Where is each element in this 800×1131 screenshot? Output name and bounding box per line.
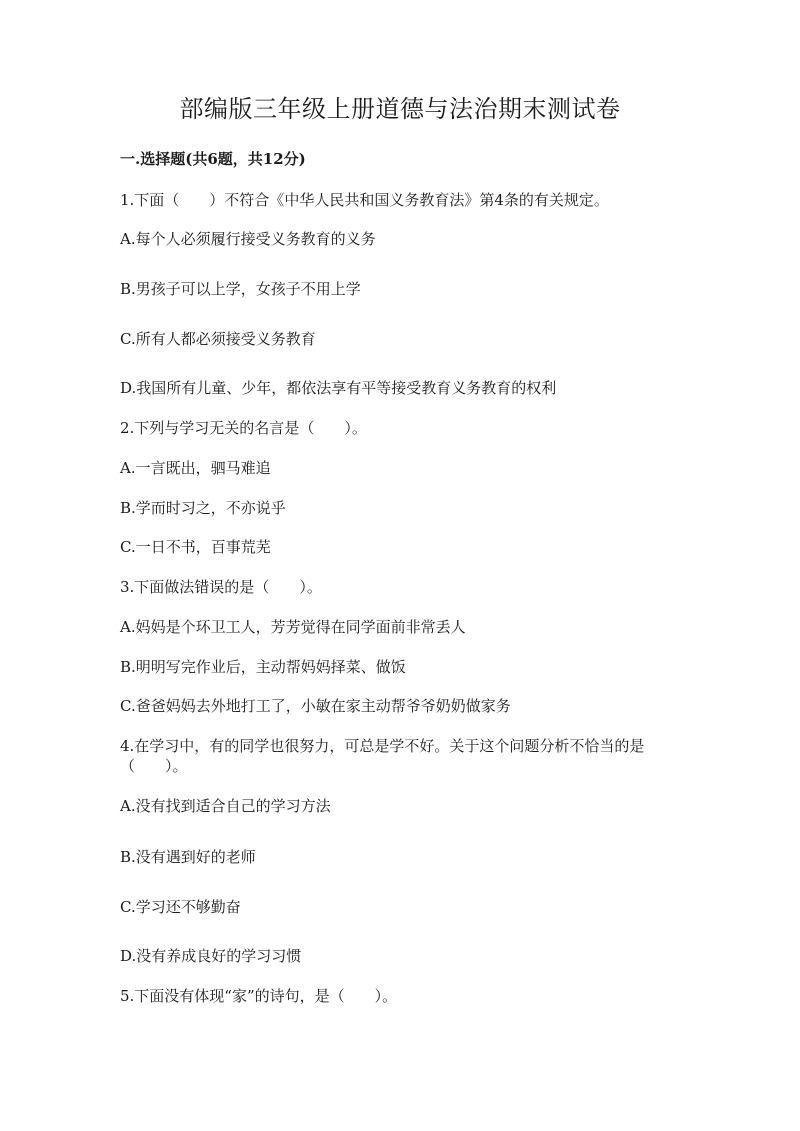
document-title: 部编版三年级上册道德与法治期末测试卷 xyxy=(179,95,621,123)
question-2-option-a: A.一言既出，驷马难追 xyxy=(120,459,271,477)
question-3-option-c: C.爸爸妈妈去外地打工了，小敏在家主动帮爷爷奶奶做家务 xyxy=(120,697,511,715)
question-1-option-c: C.所有人都必须接受义务教育 xyxy=(120,330,316,348)
question-4-stem: 4.在学习中，有的同学也很努力，可总是学不好。关于这个问题分析不恰当的是（ ）。 xyxy=(120,737,645,775)
question-2-stem: 2.下列与学习无关的名言是（ ）。 xyxy=(120,419,367,437)
question-1-option-d: D.我国所有儿童、少年，都依法享有平等接受教育义务教育的权利 xyxy=(120,379,557,397)
question-1-option-b: B.男孩子可以上学，女孩子不用上学 xyxy=(120,280,361,298)
question-2-option-b: B.学而时习之，不亦说乎 xyxy=(120,499,286,517)
question-3-option-a: A.妈妈是个环卫工人，芳芳觉得在同学面前非常丢人 xyxy=(120,618,466,636)
question-2-option-c: C.一日不书，百事荒芜 xyxy=(120,538,271,556)
question-4-option-c: C.学习还不够勤奋 xyxy=(120,898,241,916)
section-heading: 一.选择题(共6题，共12分) xyxy=(120,150,306,168)
question-3-option-b: B.明明写完作业后，主动帮妈妈择菜、做饭 xyxy=(120,658,406,676)
question-1-stem: 1.下面（ ）不符合《中华人民共和国义务教育法》第4条的有关规定。 xyxy=(120,191,609,209)
question-4-option-a: A.没有找到适合自己的学习方法 xyxy=(120,797,331,815)
question-4-option-b: B.没有遇到好的老师 xyxy=(120,848,256,866)
question-1-option-a: A.每个人必须履行接受义务教育的义务 xyxy=(120,230,376,248)
question-5-stem: 5.下面没有体现“家”的诗句，是（ ）。 xyxy=(120,987,398,1005)
question-4-option-d: D.没有养成良好的学习习惯 xyxy=(120,947,302,965)
question-3-stem: 3.下面做法错误的是（ ）。 xyxy=(120,578,322,596)
